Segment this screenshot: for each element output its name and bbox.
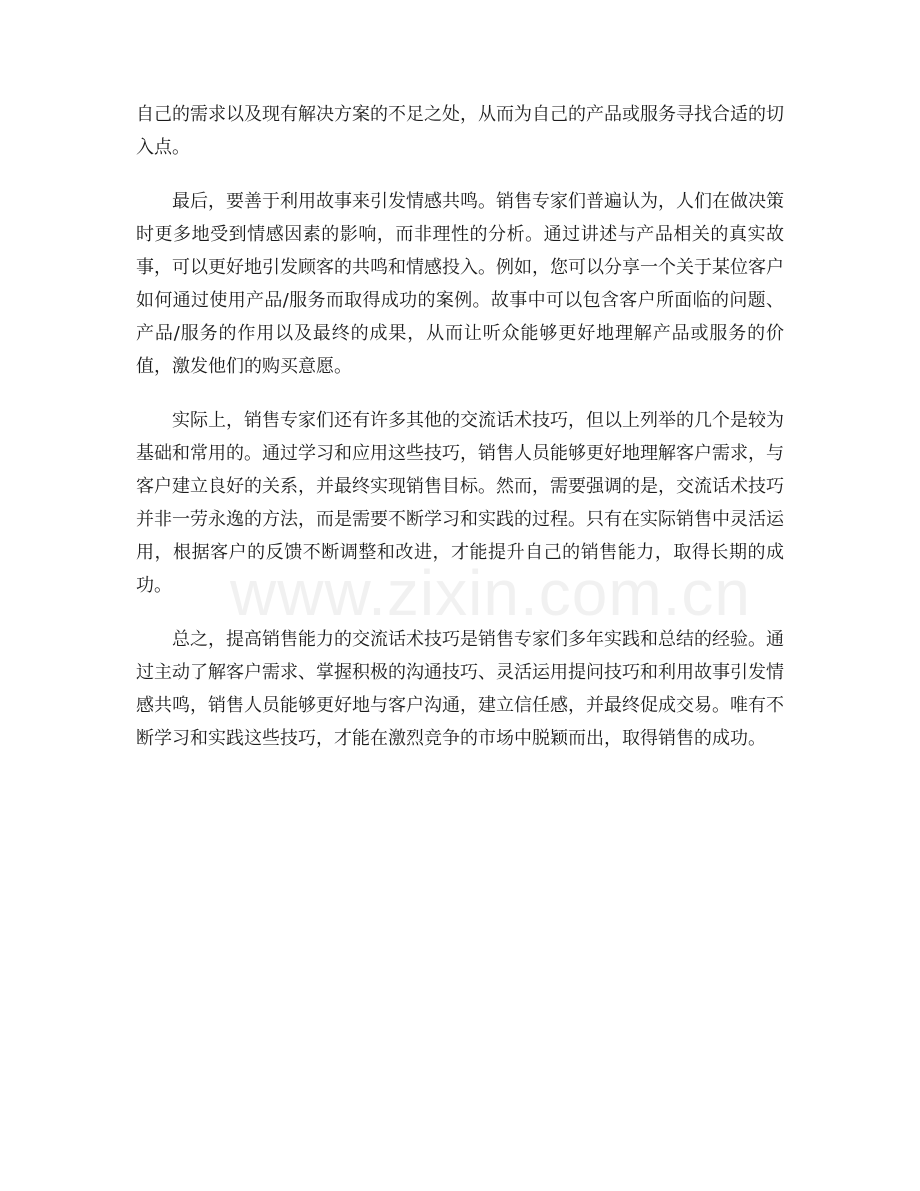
watermark: www.zixin.com.cn [230, 557, 751, 629]
paragraph-continuation: 自己的需求以及现有解决方案的不足之处，从而为自己的产品或服务寻找合适的切入点。 [136, 104, 784, 158]
paragraph-storytelling: 最后，要善于利用故事来引发情感共鸣。销售专家们普遍认为，人们在做决策时更多地受到情感因素的影响，而非理性的分析。通过讲述与产品相关的真实故事，可以更好地引发顾客的共鸣和情感投入。例如，您可以分享一个关于某位客户如何通过使用产品/服务而取得成功的案例。故事中可以包含客户所面临的问题、产品/服务的作用以及最终的成果，从而让听众能够更好地理解产品或服务的价值，激发他们的购买意愿。 [136, 191, 784, 377]
paragraph-conclusion: 总之，提高销售能力的交流话术技巧是销售专家们多年实践和总结的经验。通过主动了解客户需求、掌握积极的沟通技巧、灵活运用提问技巧和利用故事引发情感共鸣，销售人员能够更好地与客户沟通，建立信任感，并最终促成交易。唯有不断学习和实践这些技巧，才能在激烈竞争的市场中脱颖而出，取得销售的成功。 [136, 629, 784, 749]
document-body [136, 98, 784, 776]
paragraph-practice: 实际上，销售专家们还有许多其他的交流话术技巧，但以上列举的几个是较为基础和常用的。通过学习和应用这些技巧，销售人员能够更好地理解客户需求，与客户建立良好的关系，并最终实现销售目标。然而，需要强调的是，交流话术技巧并非一劳永逸的方法，而是需要不断学习和实践的过程。只有在实际销售中灵活运用，根据客户的反馈不断调整和改进，才能提升自己的销售能力，取得长期的成功。 [136, 410, 784, 596]
